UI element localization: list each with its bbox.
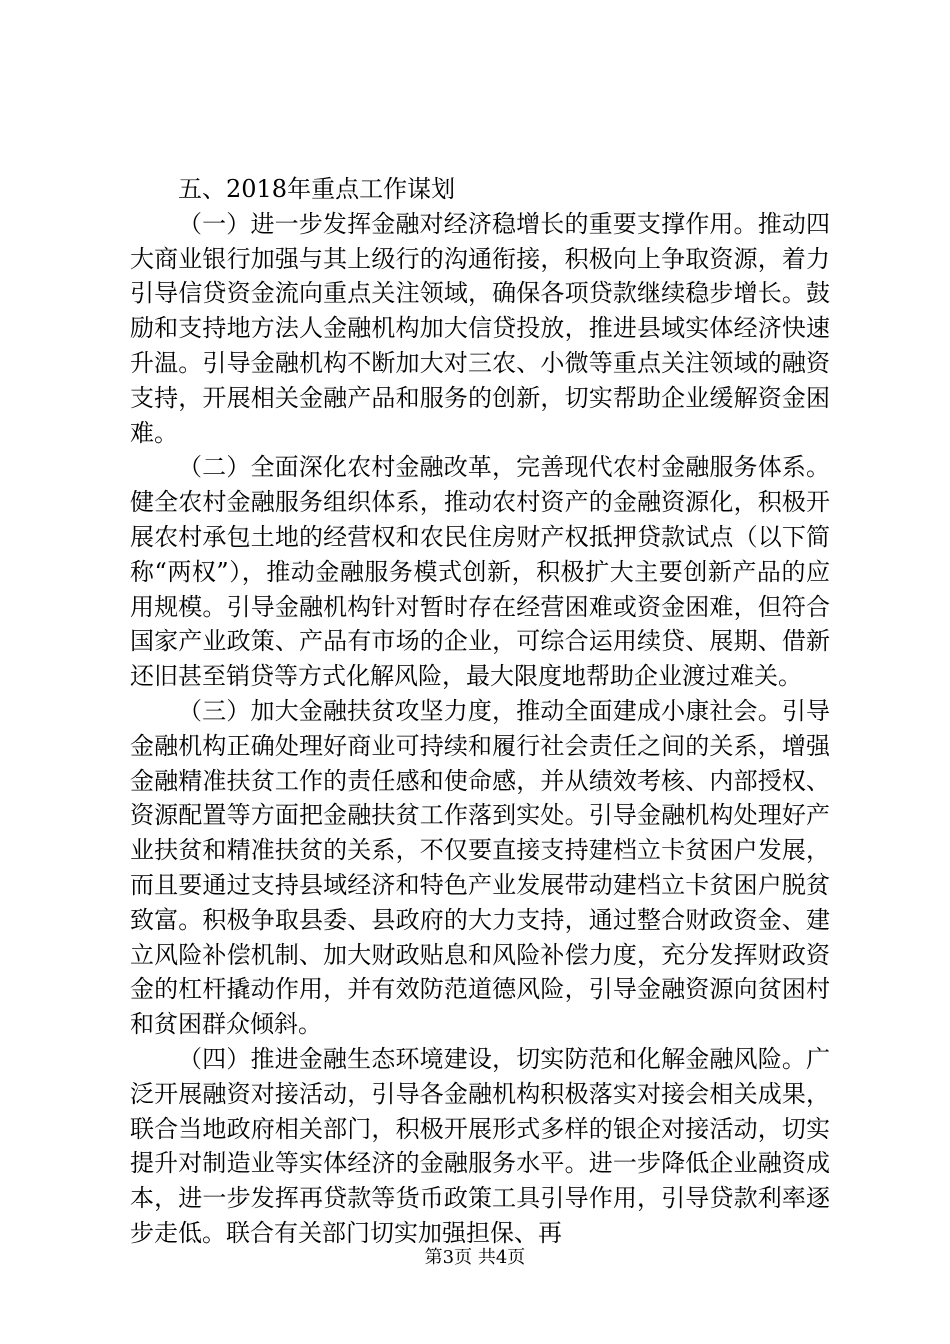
section-heading: 五、2018年重点工作谋划 bbox=[178, 175, 456, 203]
paragraph-2: （二）全面深化农村金融改革，完善现代农村金融服务体系。健全农村金融服务组织体系，推动农村资产的金融资源化，积极开展农村承包土地的经营权和农民住房财产权抵押贷款试点（以下简称“两权”），推动金融服务模式创新，积极扩大主要创新产品的应用规模。引导金融机构针对暂时存在经营困难或资金困难，但符合国家产业政策、产品有市场的企业，可综合运用续贷、展期、借新还旧甚至销贷等方式化解风险，最大限度地帮助企业渡过难关。 bbox=[130, 453, 830, 691]
page-footer: 第3页 共4页 bbox=[424, 1247, 526, 1268]
document-body bbox=[130, 172, 830, 1251]
paragraph-4: （四）推进金融生态环境建设，切实防范和化解金融风险。广泛开展融资对接活动，引导各金融机构积极落实对接会相关成果，联合当地政府相关部门，积极开展形式多样的银企对接活动，切实提升对制造业等实体经济的金融服务水平。进一步降低企业融资成本，进一步发挥再贷款等货币政策工具引导作用，引导贷款利率逐步走低。联合有关部门切实加强担保、再 bbox=[130, 1044, 830, 1247]
paragraph-3: （三）加大金融扶贫攻坚力度，推动全面建成小康社会。引导金融机构正确处理好商业可持续和履行社会责任之间的关系，增强金融精准扶贫工作的责任感和使命感，并从绩效考核、内部授权、资源配置等方面把金融扶贫工作落到实处。引导金融机构处理好产业扶贫和精准扶贫的关系，不仅要直接支持建档立卡贫困户发展，而且要通过支持县域经济和特色产业发展带动建档立卡贫困户脱贫致富。积极争取县委、县政府的大力支持，通过整合财政资金、建立风险补偿机制、加大财政贴息和风险补偿力度，充分发挥财政资金的杠杆撬动作用，并有效防范道德风险，引导金融资源向贫困村和贫困群众倾斜。 bbox=[130, 696, 830, 1039]
paragraph-1: （一）进一步发挥金融对经济稳增长的重要支撑作用。推动四大商业银行加强与其上级行的沟通衔接，积极向上争取资源，着力引导信贷资金流向重点关注领域，确保各项贷款继续稳步增长。鼓励和支持地方法人金融机构加大信贷投放，推进县域实体经济快速升温。引导金融机构不断加大对三农、小微等重点关注领域的融资支持，开展相关金融产品和服务的创新，切实帮助企业缓解资金困难。 bbox=[130, 209, 830, 447]
